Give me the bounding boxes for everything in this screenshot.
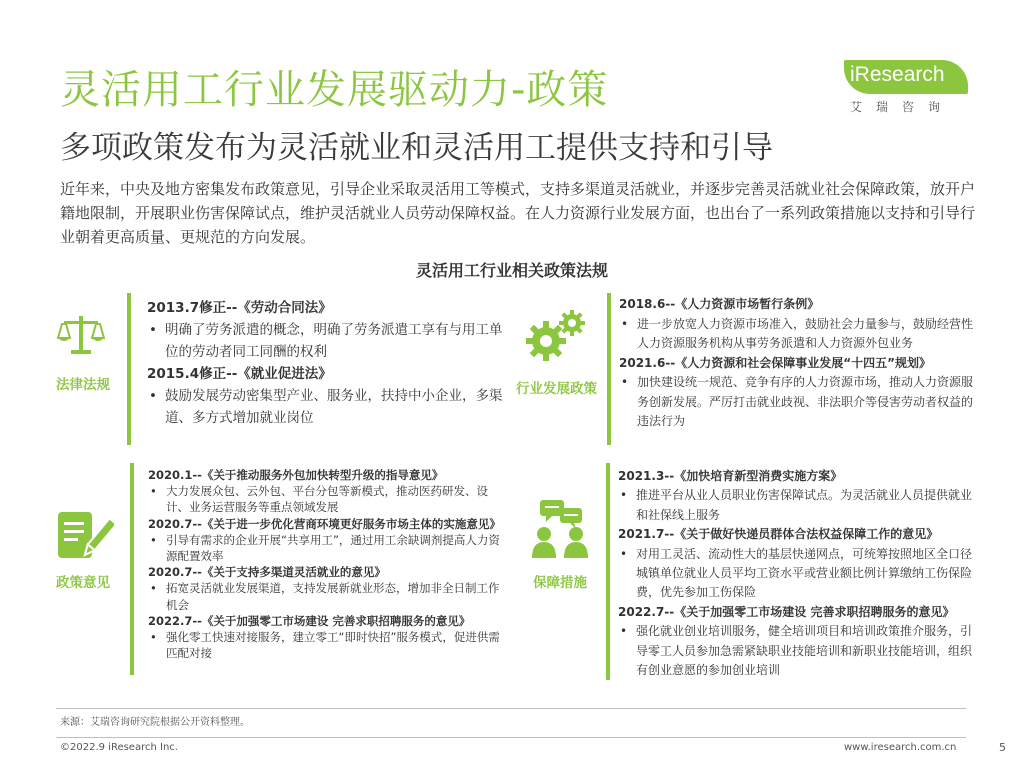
law-item-bullet: • 鼓励发展劳动密集型产业、服务业，扶持中小企业，多渠道、多方式增加就业岗位 [147,385,507,429]
law-panel [127,293,507,445]
law-item-title: 2013.7修正--《劳动合同法》 [147,300,332,316]
security-item-title: 2021.7--《关于做好快递员群体合法权益保障工作的意见》 [618,527,939,542]
security-item-bullet: • 对用工灵活、流动性大的基层快递网点，可统筹按照地区全口径城镇单位就业人员平均工资水平或营业额比例计算缴纳工伤保险费，优先参加工伤保险 [618,545,976,603]
security-label: 保障措施 [533,575,587,591]
security-panel-bar [606,463,610,680]
law-panel-bar [127,293,131,445]
law-item-bullet: • 明确了劳务派遣的概念，明确了劳务派遣工享有与用工单位的劳动者同工同酬的权利 [147,319,507,363]
industry-item-bullet: • 加快建设统一规范、竞争有序的人力资源市场，推动人力资源服务创新发展。严厉打击就业歧视、非法职介等侵害劳动者权益的违法行为 [619,373,975,432]
policy-item-title: 2020.7--《关于进一步优化营商环境更好服务市场主体的实施意见》 [148,516,501,531]
footer-divider [56,737,966,738]
security-item-bullet: • 推进平台从业人员职业伤害保障试点。为灵活就业人员提供就业和社保线上服务 [618,486,976,525]
source-note: 来源：艾瑞咨询研究院根据公开资料整理。 [60,717,250,728]
people-chat-icon [528,498,594,560]
security-panel [606,463,978,680]
industry-label: 行业发展政策 [516,381,597,397]
gears-icon [522,305,588,367]
policy-items [148,467,510,661]
industry-item-title: 2021.6--《人力资源和社会保障事业发展“十四五”规划》 [619,355,932,370]
policy-item-bullet: • 强化零工快速对接服务，建立零工“即时快招”服务模式，促进供需匹配对接 [148,629,510,661]
document-pen-icon [54,508,114,566]
scale-icon [56,310,106,360]
intro-paragraph: 近年来，中央及地方密集发布政策意见，引导企业采取灵活用工等模式，支持多渠道灵活就业，并逐步完善灵活就业社会保障政策，放开户籍地限制，开展职业伤害保障试点，维护灵活就业人员劳动保障权益。在人力资源行业发展方面，也出台了一系列政策措施以支持和引导行业朝着更高质量、更规范的方向发展。 [60,180,976,246]
iresearch-logo [838,58,968,114]
security-items [618,467,976,680]
footer-divider-top [56,708,966,709]
page-subtitle: 多项政策发布为灵活就业和灵活用工提供支持和引导 [60,130,773,166]
industry-item-title: 2018.6--《人力资源市场暂行条例》 [619,297,820,311]
policy-item-title: 2020.1--《关于推动服务外包加快转型升级的指导意见》 [148,468,444,482]
policy-item-bullet: • 大力发展众包、云外包、平台分包等新模式，推动医药研发、设计、业务运营服务等重点领域发展 [148,483,510,515]
page-title: 灵活用工行业发展驱动力-政策 [60,67,609,113]
law-item-title: 2015.4修正--《就业促进法》 [147,366,332,382]
security-item-title: 2022.7--《关于加强零工市场建设 完善求职招聘服务的意见》 [618,604,955,619]
law-label: 法律法规 [56,377,110,393]
policy-item-bullet: • 引导有需求的企业开展“共享用工”，通过用工余缺调剂提高人力资源配置效率 [148,532,510,564]
policy-panel-bar [130,463,134,675]
policy-item-title: 2020.7--《关于支持多渠道灵活就业的意见》 [148,565,386,580]
policy-item-title: 2022.7--《关于加强零工市场建设 完善求职招聘服务的意见》 [148,613,471,628]
industry-items [619,295,975,432]
security-item-title: 2021.3--《加快培育新型消费实施方案》 [618,469,843,483]
industry-panel-bar [607,293,611,445]
website-link[interactable]: www.iresearch.com.cn [844,742,957,753]
section-heading: 灵活用工行业相关政策法规 [415,261,608,280]
law-items [147,297,507,429]
copyright: ©2022.9 iResearch Inc. [60,742,178,753]
page-number: 5 [999,741,1006,754]
policy-label: 政策意见 [56,575,110,591]
logo-text: iResearch [850,63,945,86]
policy-item-bullet: • 拓宽灵活就业发展渠道，支持发展新就业形态，增加非全日制工作机会 [148,580,510,612]
industry-item-bullet: • 进一步放宽人力资源市场准入，鼓励社会力量参与，鼓励经营性人力资源服务机构从事劳务派遣和人力资源外包业务 [619,315,975,354]
security-item-bullet: • 强化就业创业培训服务，健全培训项目和培训政策推介服务，引导零工人员参加急需紧缺职业技能培训和新职业技能培训，组织有创业意愿的参加创业培训 [618,622,976,680]
logo-subtext: 艾瑞咨询 [850,100,955,114]
policy-panel [130,463,510,675]
industry-panel [607,293,977,445]
